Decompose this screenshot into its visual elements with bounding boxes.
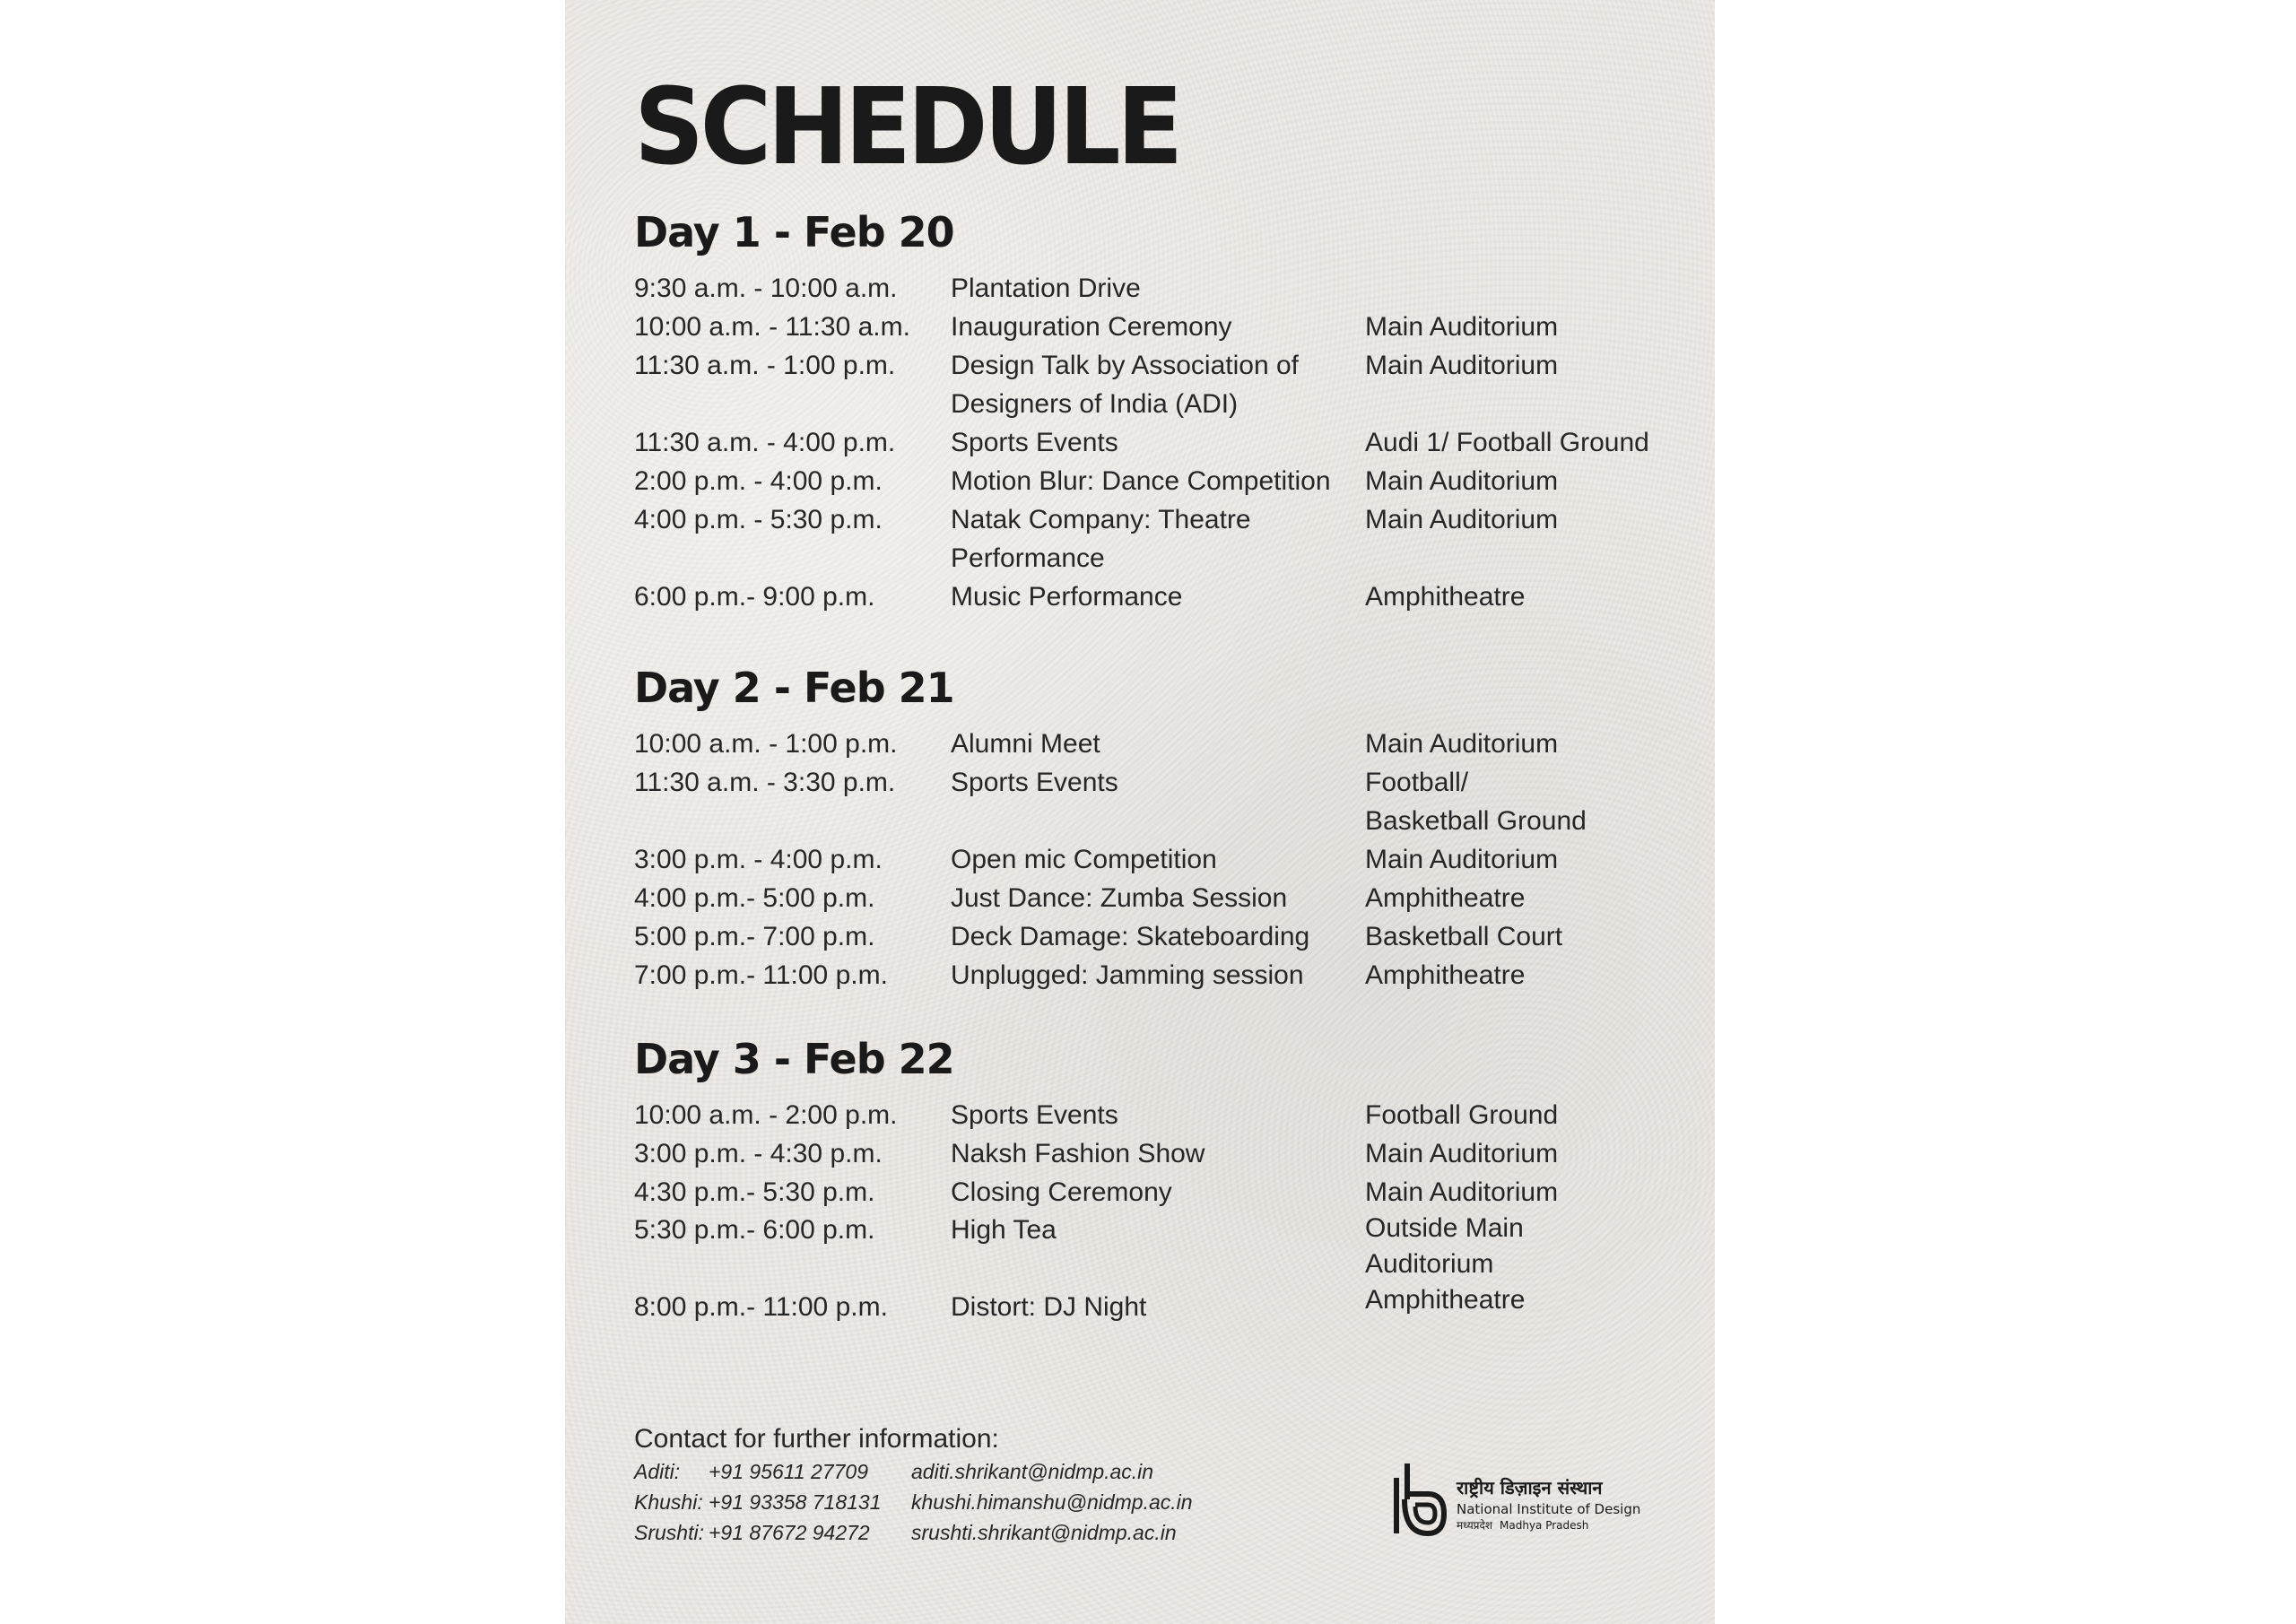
day-3-row-2-event: Naksh Fashion Show bbox=[951, 1139, 1205, 1168]
day-1-row-6-venue: Main Auditorium bbox=[1365, 505, 1559, 534]
day-2-row-2-time: 11:30 a.m. - 3:30 p.m. bbox=[634, 768, 896, 797]
day-1-row-5-venue: Main Auditorium bbox=[1365, 466, 1559, 496]
contact-email: khushi.himanshu@nidmp.ac.in bbox=[911, 1490, 1193, 1514]
contact-heading: Contact for further information: bbox=[634, 1424, 999, 1454]
contact-name: Aditi: bbox=[634, 1460, 681, 1483]
day-1-row-1-time: 9:30 a.m. - 10:00 a.m. bbox=[634, 274, 898, 303]
nid-logo bbox=[1392, 1460, 1661, 1541]
day-2-row-5-venue: Basketball Court bbox=[1365, 922, 1563, 951]
day-1-row-3-time: 11:30 a.m. - 1:00 p.m. bbox=[634, 351, 896, 380]
logo-english-region: Madhya Pradesh bbox=[1500, 1519, 1589, 1532]
logo-hindi-name: राष्ट्रीय डिज़ाइन संस्थान bbox=[1457, 1477, 1603, 1498]
day-3-row-4-venue: Outside Main Auditorium Amphitheatre bbox=[1365, 1213, 1526, 1315]
day-1-row-4-venue: Audi 1/ Football Ground bbox=[1365, 428, 1649, 457]
contact-phone: +91 93358 718131 bbox=[709, 1490, 882, 1514]
logo-hindi-region: मध्यप्रदेश bbox=[1457, 1519, 1493, 1532]
day-2-heading: Day 2 - Feb 21 bbox=[634, 664, 954, 712]
day-2-row-4-event: Just Dance: Zumba Session bbox=[951, 883, 1288, 913]
day-1-row-4-event: Sports Events bbox=[951, 428, 1118, 457]
day-2-row-4-venue: Amphitheatre bbox=[1365, 883, 1526, 913]
day-1-row-7-event: Music Performance bbox=[951, 582, 1183, 612]
day-2-row-2-event: Sports Events bbox=[951, 768, 1118, 797]
schedule-poster bbox=[565, 0, 1715, 1624]
contact-email: srushti.shrikant@nidmp.ac.in bbox=[911, 1521, 1177, 1544]
day-1-row-4-time: 11:30 a.m. - 4:00 p.m. bbox=[634, 428, 896, 457]
day-3-row-1-event: Sports Events bbox=[951, 1100, 1118, 1130]
day-3-row-3-time: 4:30 p.m.- 5:30 p.m. bbox=[634, 1177, 875, 1207]
day-3-row-3-event: Closing Ceremony bbox=[951, 1177, 1172, 1207]
contact-phone: +91 95611 27709 bbox=[709, 1460, 869, 1483]
contact-phone: +91 87672 94272 bbox=[709, 1521, 870, 1544]
day-2-row-5-event: Deck Damage: Skateboarding bbox=[951, 922, 1310, 951]
day-2-row-3-venue: Main Auditorium bbox=[1365, 845, 1559, 874]
day-1-row-2-venue: Main Auditorium bbox=[1365, 312, 1559, 342]
contact-name: Srushti: bbox=[634, 1521, 704, 1544]
day-3-row-3-venue: Main Auditorium bbox=[1365, 1177, 1559, 1207]
day-2-row-1-time: 10:00 a.m. - 1:00 p.m. bbox=[634, 729, 898, 759]
day-1-heading: Day 1 - Feb 20 bbox=[634, 208, 954, 256]
logo-english-name: National Institute of Design bbox=[1457, 1501, 1641, 1517]
day-3-row-5-event: Distort: DJ Night bbox=[951, 1292, 1147, 1322]
day-1-row-2-time: 10:00 a.m. - 11:30 a.m. bbox=[634, 312, 910, 342]
day-3-row-4-time: 5:30 p.m.- 6:00 p.m. bbox=[634, 1215, 875, 1245]
logo-region bbox=[1457, 1519, 1596, 1532]
day-1-row-7-time: 6:00 p.m.- 9:00 p.m. bbox=[634, 582, 875, 612]
day-3-row-5-time: 8:00 p.m.- 11:00 p.m. bbox=[634, 1292, 888, 1322]
day-2-row-3-time: 3:00 p.m. - 4:00 p.m. bbox=[634, 845, 883, 874]
day-1-row-5-time: 2:00 p.m. - 4:00 p.m. bbox=[634, 466, 883, 496]
day-3-row-2-venue: Main Auditorium bbox=[1365, 1139, 1559, 1168]
day-2-row-3-event: Open mic Competition bbox=[951, 845, 1217, 874]
day-1-row-1-event: Plantation Drive bbox=[951, 274, 1141, 303]
day-3-row-2-time: 3:00 p.m. - 4:30 p.m. bbox=[634, 1139, 883, 1168]
day-2-row-6-time: 7:00 p.m.- 11:00 p.m. bbox=[634, 960, 888, 990]
day-2-row-2-venue: Football/ Basketball Ground bbox=[1365, 768, 1587, 836]
schedule-title: SCHEDULE bbox=[634, 65, 1179, 188]
day-1-row-6-time: 4:00 p.m. - 5:30 p.m. bbox=[634, 505, 883, 534]
day-2-row-6-event: Unplugged: Jamming session bbox=[951, 960, 1304, 990]
day-1-row-7-venue: Amphitheatre bbox=[1365, 582, 1526, 612]
day-3-row-4-event: High Tea bbox=[951, 1215, 1057, 1245]
day-3-row-1-time: 10:00 a.m. - 2:00 p.m. bbox=[634, 1100, 898, 1130]
day-1-row-5-event: Motion Blur: Dance Competition bbox=[951, 466, 1331, 496]
contact-name: Khushi: bbox=[634, 1490, 703, 1514]
day-2-row-1-venue: Main Auditorium bbox=[1365, 729, 1559, 759]
nid-logo-mark-icon bbox=[1392, 1463, 1448, 1537]
day-2-row-1-event: Alumni Meet bbox=[951, 729, 1100, 759]
day-2-row-4-time: 4:00 p.m.- 5:00 p.m. bbox=[634, 883, 875, 913]
day-1-row-6-event: Natak Company: Theatre Performance bbox=[951, 505, 1251, 573]
contact-email: aditi.shrikant@nidmp.ac.in bbox=[911, 1460, 1154, 1483]
day-3-row-1-venue: Football Ground bbox=[1365, 1100, 1559, 1130]
day-2-row-5-time: 5:00 p.m.- 7:00 p.m. bbox=[634, 922, 875, 951]
day-2-row-6-venue: Amphitheatre bbox=[1365, 960, 1526, 990]
day-1-row-3-venue: Main Auditorium bbox=[1365, 351, 1559, 380]
day-3-heading: Day 3 - Feb 22 bbox=[634, 1035, 954, 1083]
day-1-row-2-event: Inauguration Ceremony bbox=[951, 312, 1232, 342]
day-1-row-3-event: Design Talk by Association of Designers of India (ADI) bbox=[951, 351, 1299, 419]
